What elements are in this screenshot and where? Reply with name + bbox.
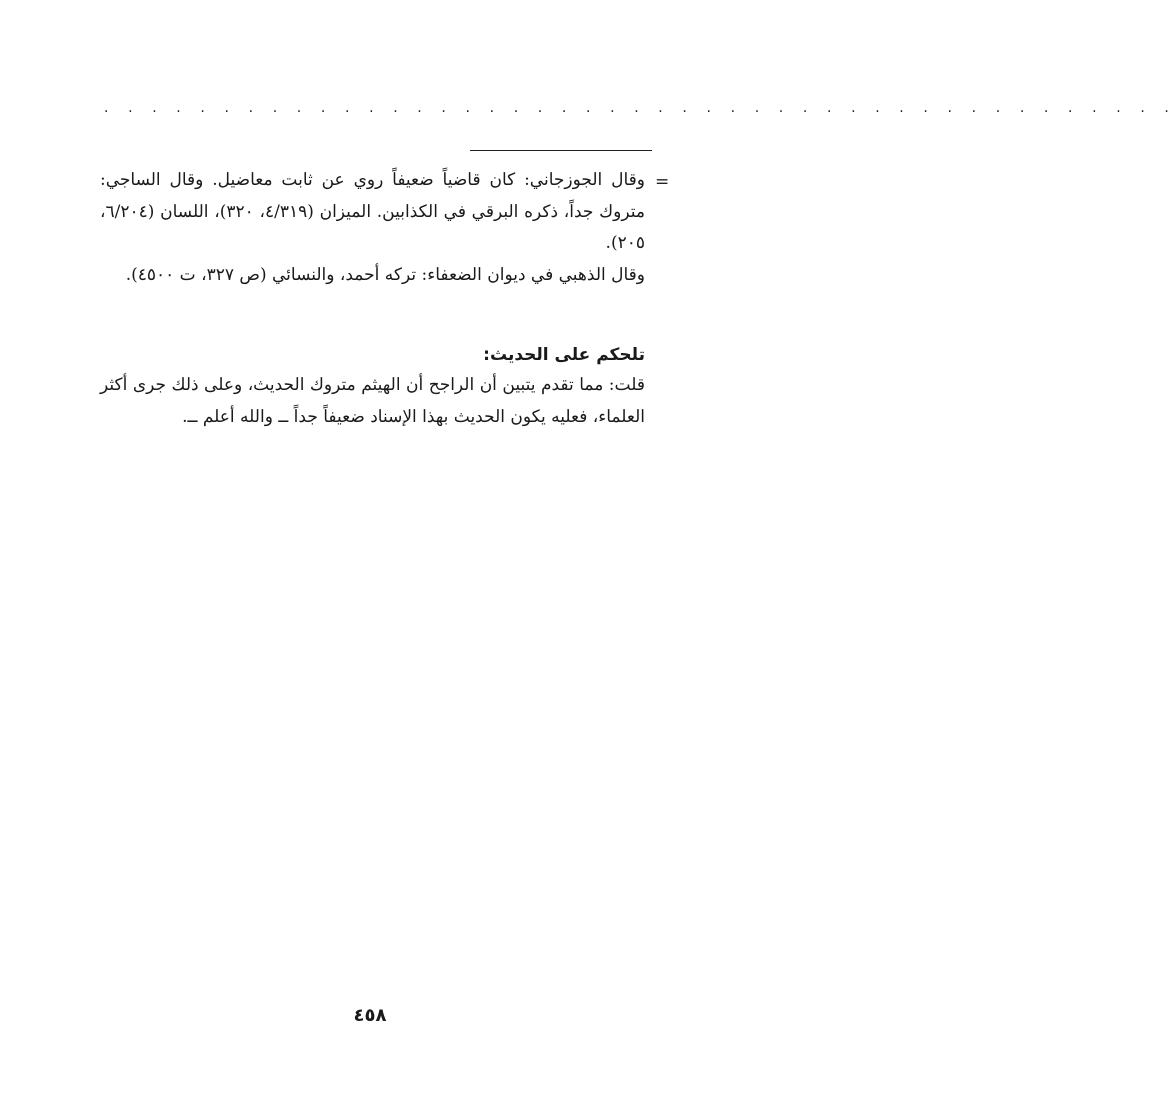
footnote-rule [470,150,652,151]
judgement-body [100,370,645,433]
page-number: ٤٥٨ [353,1005,387,1026]
dotted-separator: . . . . . . . . . . . . . . . . . . . . . . . . . . . . . . . . . . . . . . . . . . . . . [104,100,1176,116]
footnote-block [100,165,645,291]
footnote-paragraph-jawzajani: وقال الجوزجاني: كان قاضياً ضعيفاً روي عن ثابت معاضيل. وقال الساجي: متروك جداً، ذكره البرقي في الكذابين. الميزان (٤/٣١٩، ٣٢٠)، اللسان (٦/٢٠٤، ٢٠٥). [100,170,646,253]
judgement-heading: تلحكم على الحديث: [483,345,645,365]
judgement-paragraph: قلت: مما تقدم يتبين أن الراجح أن الهيثم متروك الحديث، وعلى ذلك جرى أكثر العلماء، فعليه يكون الحديث بهذا الإسناد ضعيفاً جداً ــ والله أعلم ــ. [100,375,645,427]
continuation-mark: = [655,172,670,192]
footnote-paragraph-dhahabi: وقال الذهبي في ديوان الضعفاء: تركه أحمد، والنسائي (ص ٣٢٧، ت ٤٥٠٠). [125,264,645,285]
